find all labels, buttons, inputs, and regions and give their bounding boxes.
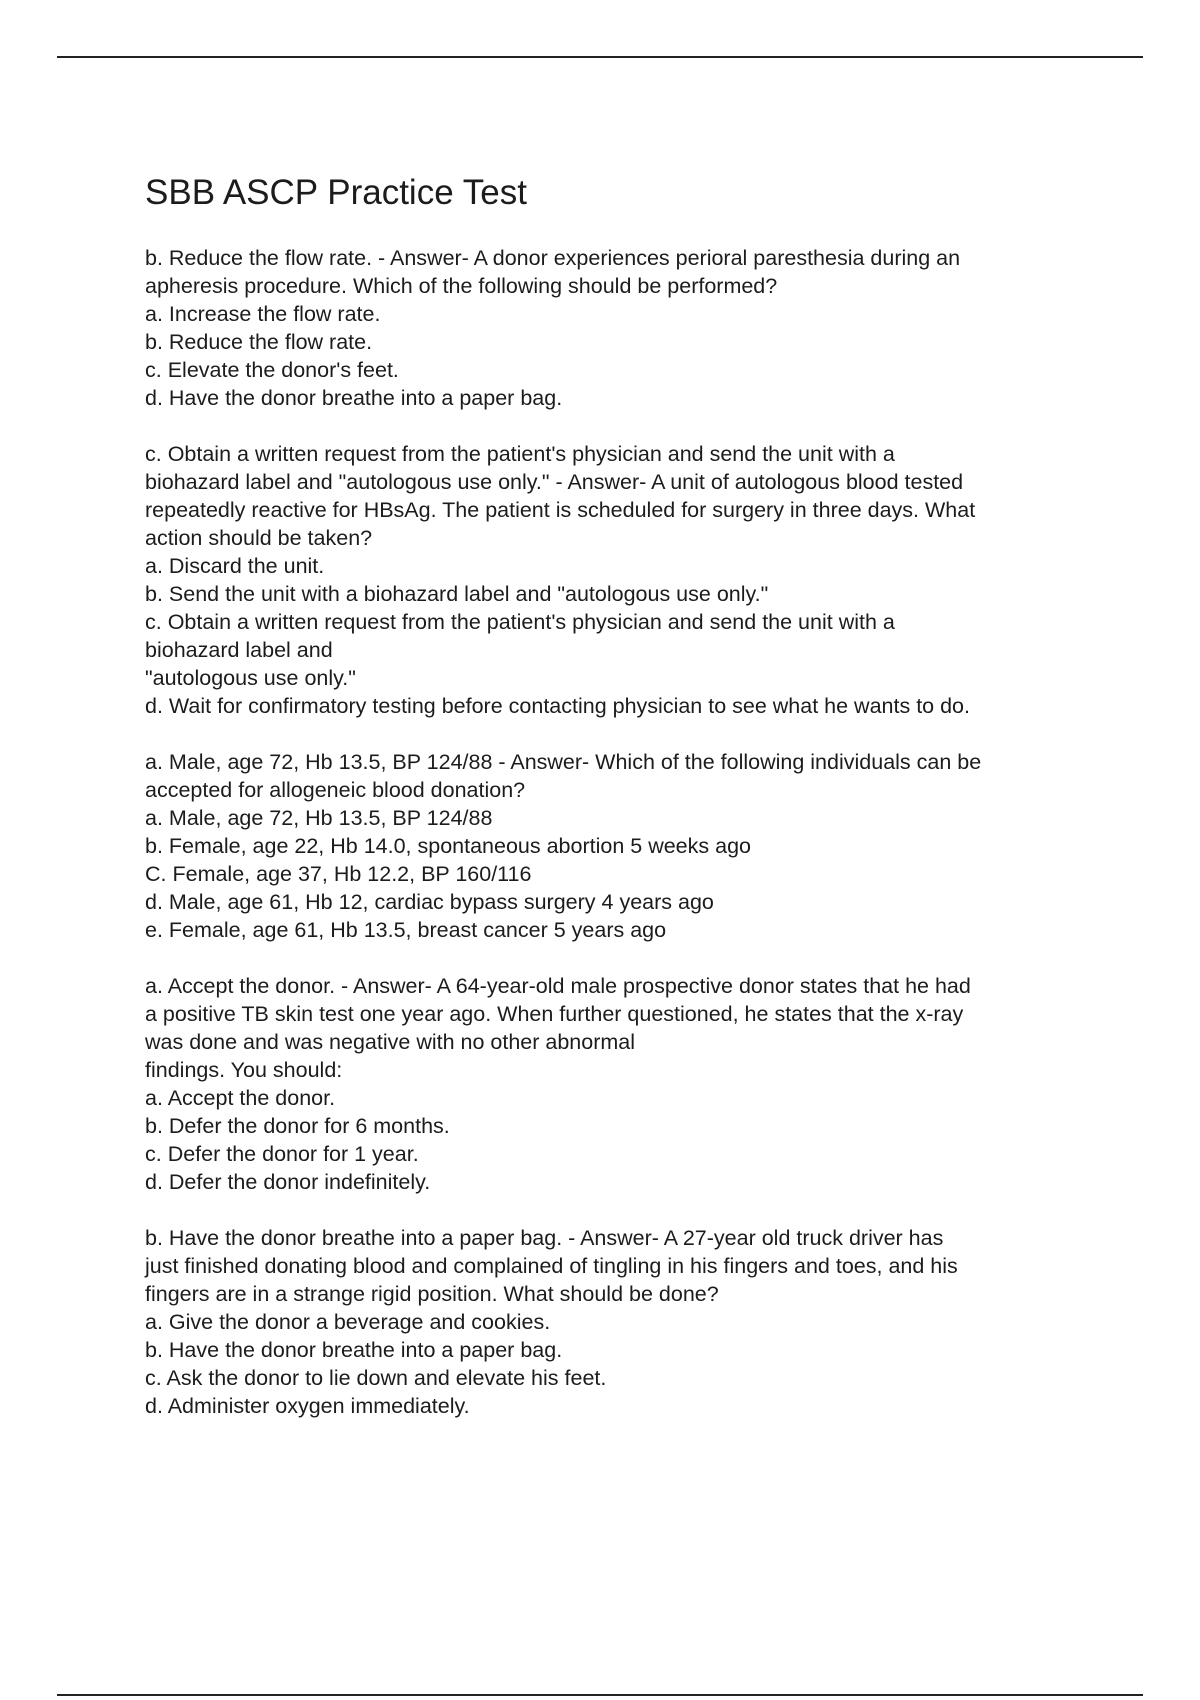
bottom-divider (57, 1694, 1143, 1696)
text-line: c. Defer the donor for 1 year. (145, 1142, 419, 1166)
text-line: a. Give the donor a beverage and cookies. (145, 1310, 551, 1334)
text-line: fingers are in a strange rigid position. What should be done? (145, 1282, 719, 1306)
text-line: a. Increase the flow rate. (145, 302, 381, 326)
text-line: biohazard label and "autologous use only." - Answer- A unit of autologous blood tested (145, 470, 964, 494)
text-line: C. Female, age 37, Hb 12.2, BP 160/116 (145, 862, 532, 886)
text-line: a. Discard the unit. (145, 554, 325, 578)
text-line: d. Have the donor breathe into a paper bag. (145, 386, 563, 410)
text-line: a positive TB skin test one year ago. When further questioned, he states that the x-ray (145, 1002, 964, 1026)
text-line: d. Wait for confirmatory testing before contacting physician to see what he wants to do. (145, 694, 970, 718)
qa-block (145, 748, 1105, 944)
top-divider (57, 56, 1143, 58)
text-line: b. Female, age 22, Hb 14.0, spontaneous abortion 5 weeks ago (145, 834, 751, 858)
text-line: d. Male, age 61, Hb 12, cardiac bypass surgery 4 years ago (145, 890, 714, 914)
text-line: e. Female, age 61, Hb 13.5, breast cancer 5 years ago (145, 918, 667, 942)
text-line: c. Ask the donor to lie down and elevate his feet. (145, 1366, 607, 1390)
text-line: d. Administer oxygen immediately. (145, 1394, 470, 1418)
page-content (145, 172, 1105, 1448)
text-line: b. Reduce the flow rate. (145, 330, 373, 354)
answer-question-line: c. Obtain a written request from the patient's physician and send the unit with a (145, 442, 895, 466)
text-line: a. Accept the donor. (145, 1086, 336, 1110)
text-line: findings. You should: (145, 1058, 343, 1082)
text-line: a. Male, age 72, Hb 13.5, BP 124/88 (145, 806, 493, 830)
qa-block (145, 244, 1105, 412)
text-line: biohazard label and (145, 638, 333, 662)
answer-question-line: a. Accept the donor. - Answer- A 64-year-old male prospective donor states that he had (145, 974, 971, 998)
text-line: b. Send the unit with a biohazard label and "autologous use only." (145, 582, 769, 606)
qa-block (145, 440, 1105, 720)
page-title: SBB ASCP Practice Test (145, 173, 527, 212)
answer-question-line: b. Reduce the flow rate. - Answer- A donor experiences perioral paresthesia during an (145, 246, 961, 270)
qa-block (145, 972, 1105, 1196)
text-line: action should be taken? (145, 526, 373, 550)
qa-list (145, 244, 1105, 1420)
qa-block (145, 1224, 1105, 1420)
text-line: apheresis procedure. Which of the following should be performed? (145, 274, 778, 298)
answer-question-line: a. Male, age 72, Hb 13.5, BP 124/88 - Answer- Which of the following individuals can be (145, 750, 982, 774)
text-line: c. Obtain a written request from the patient's physician and send the unit with a (145, 610, 895, 634)
text-line: b. Have the donor breathe into a paper bag. (145, 1338, 563, 1362)
text-line: c. Elevate the donor's feet. (145, 358, 399, 382)
text-line: "autologous use only." (145, 666, 356, 690)
text-line: b. Defer the donor for 6 months. (145, 1114, 450, 1138)
text-line: accepted for allogeneic blood donation? (145, 778, 526, 802)
text-line: just finished donating blood and complained of tingling in his fingers and toes, and his (145, 1254, 958, 1278)
text-line: d. Defer the donor indefinitely. (145, 1170, 431, 1194)
text-line: repeatedly reactive for HBsAg. The patient is scheduled for surgery in three days. What (145, 498, 976, 522)
text-line: was done and was negative with no other abnormal (145, 1030, 636, 1054)
answer-question-line: b. Have the donor breathe into a paper bag. - Answer- A 27-year old truck driver has (145, 1226, 944, 1250)
